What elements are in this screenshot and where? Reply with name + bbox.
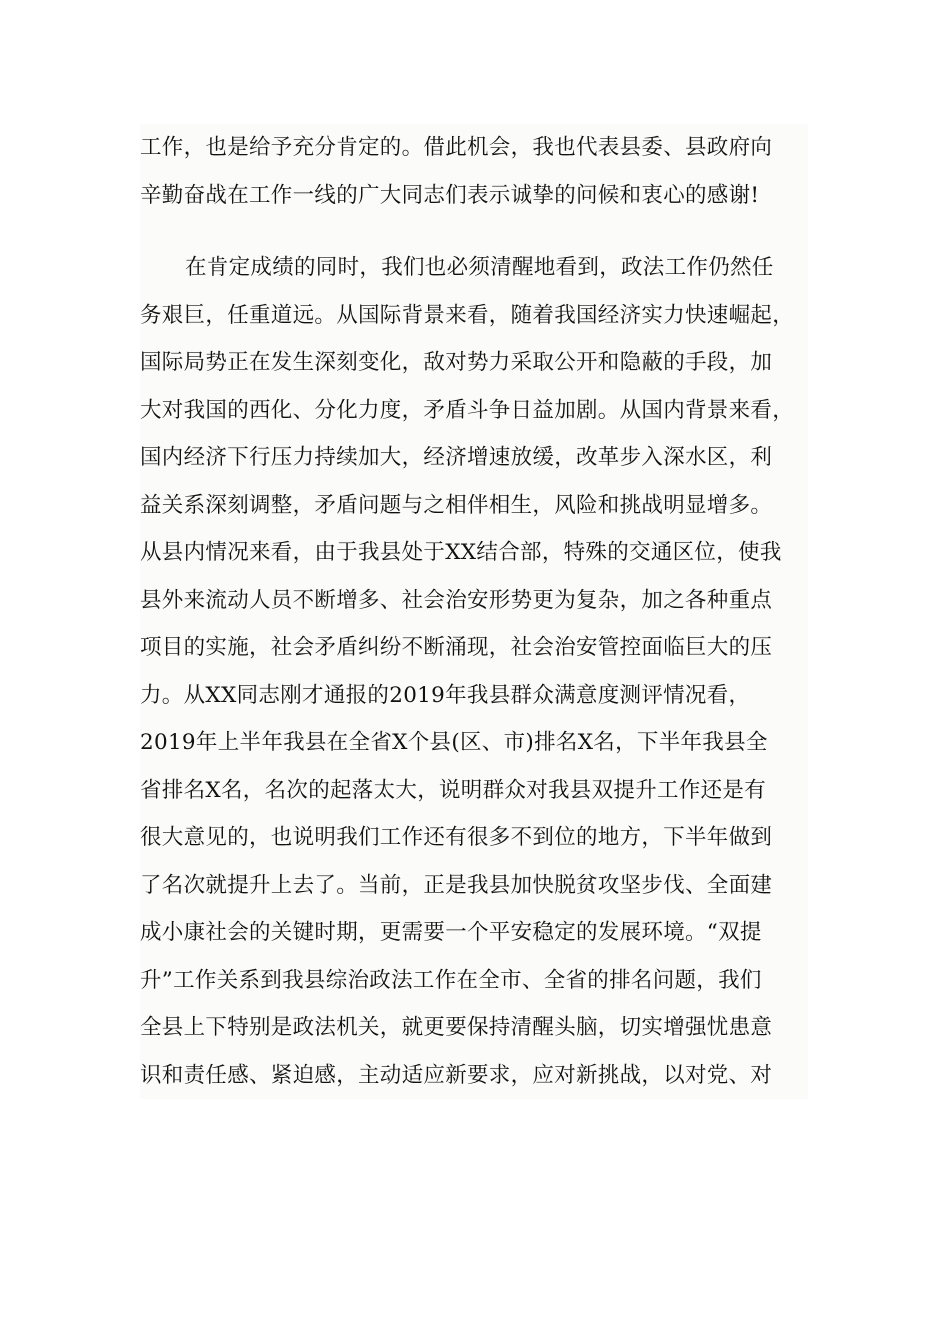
text-line: 省排名X名，名次的起落太大，说明群众对我县双提升工作还是有 [140,777,767,803]
text-line: 从县内情况来看，由于我县处于XX结合部，特殊的交通区位，使我 [140,540,782,565]
text-line: 务艰巨，任重道远。从国际背景来看，随着我国经济实力快速崛起， [140,302,795,328]
text-line: 在肯定成绩的同时，我们也必须清醒地看到，政法工作仍然任 [185,255,774,280]
text-line: 全县上下特别是政法机关，就更要保持清醒头脑，切实增强忧患意 [140,1015,773,1040]
text-line: 成小康社会的关键时期，更需要一个平安稳定的发展环境。“双提 [140,920,762,945]
text-line: 了名次就提升上去了。当前，正是我县加快脱贫攻坚步伐、全面建 [140,872,773,898]
paragraph-1 [140,124,808,219]
text-line: 升”工作关系到我县综治政法工作在全市、全省的排名问题，我们 [140,967,762,993]
text-line: 工作，也是给予充分肯定的。借此机会，我也代表县委、县政府向 [140,135,773,160]
text-line: 力。从XX同志刚才通报的2019年我县群众满意度测评情况看， [140,682,751,708]
text-line: 辛勤奋战在工作一线的广大同志们表示诚挚的问候和衷心的感谢! [140,182,760,208]
paragraph-2 [140,244,808,1099]
paragraph-spacer [140,219,808,244]
text-line: 识和责任感、紧迫感，主动适应新要求，应对新挑战，以对党、对 [140,1062,773,1088]
text-line: 益关系深刻调整，矛盾问题与之相伴相生，风险和挑战明显增多。 [140,492,773,518]
text-line: 很大意见的，也说明我们工作还有很多不到位的地方，下半年做到 [140,825,773,850]
text-line: 县外来流动人员不断增多、社会治安形势更为复杂，加之各种重点 [140,587,773,613]
document-body [140,124,808,1099]
text-line: 项目的实施，社会矛盾纠纷不断涌现，社会治安管控面临巨大的压 [140,635,773,660]
text-line: 国内经济下行压力持续加大，经济增速放缓，改革步入深水区，利 [140,445,773,470]
text-line: 国际局势正在发生深刻变化，敌对势力采取公开和隐蔽的手段，加 [140,350,773,375]
text-line: 2019年上半年我县在全省X个县(区、市)排名X名，下半年我县全 [140,730,768,755]
text-line: 大对我国的西化、分化力度，矛盾斗争日益加剧。从国内背景来看， [140,397,795,423]
